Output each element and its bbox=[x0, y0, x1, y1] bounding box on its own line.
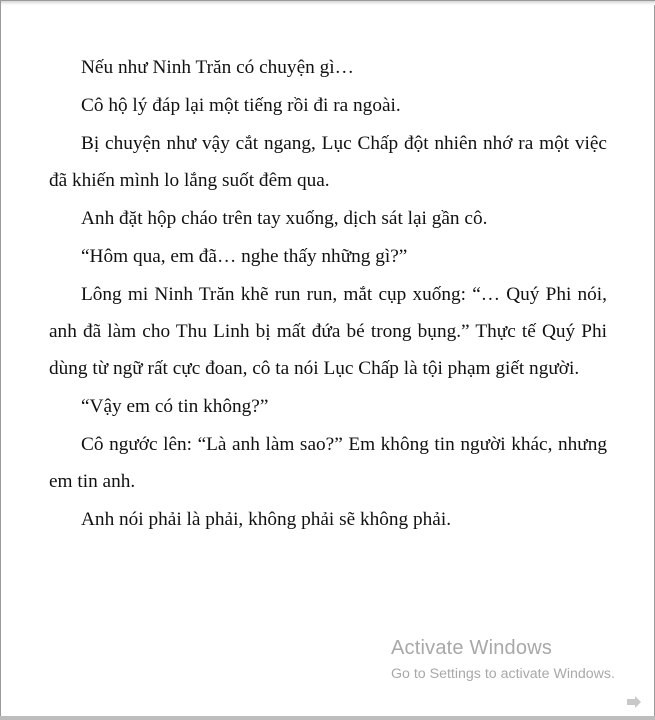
paragraph-8: Cô ngước lên: “Là anh làm sao?” Em không tin người khác, nhưng em tin anh. bbox=[49, 434, 607, 492]
paragraph-4: Anh đặt hộp cháo trên tay xuống, dịch sát lại gần cô. bbox=[81, 208, 488, 229]
watermark-title: Activate Windows bbox=[391, 637, 553, 659]
paragraph-3: Bị chuyện như vậy cắt ngang, Lục Chấp đột nhiên nhớ ra một việc đã khiến mình lo lắng suốt đêm qua. bbox=[49, 133, 607, 191]
watermark-subtitle: Go to Settings to activate Windows. bbox=[391, 666, 615, 682]
paragraph-7: “Vậy em có tin không?” bbox=[81, 396, 269, 417]
bottom-edge bbox=[0, 716, 655, 720]
top-edge-shadow bbox=[1, 1, 655, 5]
activate-windows-watermark bbox=[391, 635, 615, 685]
paragraph-6: Lông mi Ninh Trăn khẽ run run, mắt cụp xuống: “… Quý Phi nói, anh đã làm cho Thu Linh bị mất đứa bé trong bụng.” Thực tế Quý Phi dùng từ ngữ rất cực đoan, cô ta nói Lục Chấp là tội phạm giết người. bbox=[49, 284, 607, 379]
document-page bbox=[49, 49, 607, 538]
paragraph-9: Anh nói phải là phải, không phải sẽ không phải. bbox=[81, 509, 452, 530]
arrow-right-icon[interactable] bbox=[626, 695, 642, 709]
paragraph-5: “Hôm qua, em đã… nghe thấy những gì?” bbox=[81, 246, 408, 267]
paragraph-1: Nếu như Ninh Trăn có chuyện gì… bbox=[81, 57, 354, 78]
paragraph-2: Cô hộ lý đáp lại một tiếng rồi đi ra ngoài. bbox=[81, 95, 401, 116]
